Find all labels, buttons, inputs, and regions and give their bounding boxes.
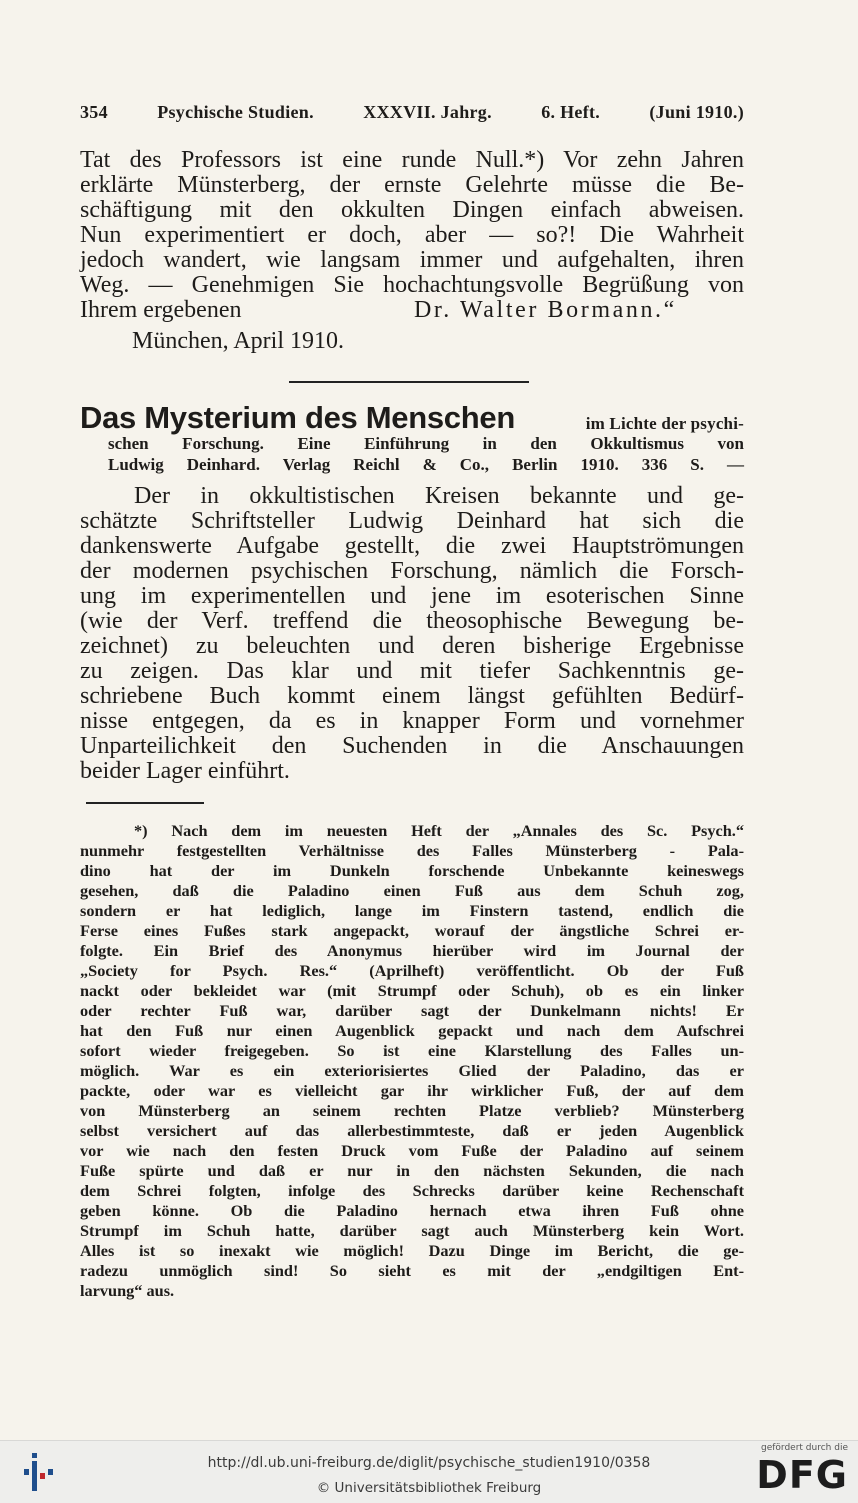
copyright-text: © Universitätsbibliothek Freiburg — [316, 1480, 542, 1496]
footnote-line: selbst versichert auf das allerbestimmteste, daß er jeden Augenblick — [80, 1121, 744, 1140]
dfg-badge — [744, 1443, 848, 1501]
footnote-line: nunmehr festgestellten Verhältnisse des Falles Münsterberg - Pala- — [80, 841, 744, 860]
review-line-last: beider Lager einführt. — [80, 758, 290, 784]
review-line: schriebene Buch kommt einem längst gefühlten Bedürf- — [80, 683, 744, 709]
journal-title: Psychische Studien. — [157, 102, 314, 122]
footnote-line: dem Schrei folgten, infolge des Schrecks darüber keine Rechenschaft — [80, 1181, 744, 1200]
letter-line: Tat des Professors ist eine runde Null.*) Vor zehn Jahren — [80, 147, 744, 173]
review-line: ung im experimentellen und jene im esoterischen Sinne — [80, 583, 744, 609]
footnote-line: gesehen, daß die Paladino einen Fuß aus dem Schuh zog, — [80, 881, 744, 900]
volume: XXXVII. Jahrg. — [363, 102, 492, 122]
footnote-line: Alles ist so inexakt wie möglich! Dazu Dinge im Bericht, die ge- — [80, 1241, 744, 1260]
issue-date: (Juni 1910.) — [649, 102, 744, 122]
footnote-line: geben könne. Ob die Paladino hernach etwa ihren Fuß ohne — [80, 1201, 744, 1220]
letter-line: jedoch wandert, wie langsam immer und aufgehalten, ihren — [80, 247, 744, 273]
footnote-line: dino hat der im Dunkeln forschende Unbekannte keineswegs — [80, 861, 744, 880]
review-line: Unparteilichkeit den Suchenden in die Anschauungen — [80, 733, 744, 759]
footnote-line: „Society for Psych. Res.“ (Aprilheft) veröffentlicht. Ob der Fuß — [80, 961, 744, 980]
footnote-line: Fuße spürte und daß er nur in den nächsten Sekunden, die nach — [80, 1161, 744, 1180]
dfg-logo: DFG — [756, 1453, 848, 1497]
letter-line: erklärte Münsterberg, der ernste Gelehrte müsse die Be- — [80, 172, 744, 198]
section-separator — [289, 381, 529, 383]
footnote-line: vor wie nach den festen Druck vom Fuße der Paladino auf seinem — [80, 1141, 744, 1160]
viewer-footer — [0, 1440, 858, 1503]
footnote-line: hat den Fuß nur einen Augenblick gepackt und nach dem Aufschrei — [80, 1021, 744, 1040]
book-title: Das Mysterium des Menschen — [80, 400, 515, 435]
footnote-line: sofort wieder freigegeben. So ist eine Klarstellung des Falles un- — [80, 1041, 744, 1060]
letter-line: Nun experimentiert er doch, aber — so?! Die Wahrheit — [80, 222, 744, 248]
footnote-line: von Münsterberg an seinem rechten Platze verblieb? Münsterberg — [80, 1101, 744, 1120]
review-line: zeichnet) zu beleuchten und deren bisherige Ergebnisse — [80, 633, 744, 659]
review-line: schätzte Schriftsteller Ludwig Deinhard hat sich die — [80, 508, 744, 534]
review-line: zu zeigen. Das klar und mit tiefer Sachkenntnis ge- — [80, 658, 744, 684]
letter-line: Weg. — Genehmigen Sie hochachtungsvolle Begrüßung von — [80, 272, 744, 298]
review-heading-line — [80, 400, 744, 436]
footnote-line: folgte. Ein Brief des Anonymus hierüber wird im Journal der — [80, 941, 744, 960]
bibliography-line: Ludwig Deinhard. Verlag Reichl & Co., Berlin 1910. 336 S. — — [108, 455, 744, 474]
footnote-line: *) Nach dem im neuesten Heft der „Annales des Sc. Psych.“ — [134, 821, 744, 840]
footnote-line: möglich. War es ein exteriorisiertes Glied der Paladino, das er — [80, 1061, 744, 1080]
footnote-line: Ferse eines Fußes stark angepackt, worauf der ängstliche Schrei er- — [80, 921, 744, 940]
letter-closing — [80, 298, 744, 323]
page-number: 354 — [80, 102, 108, 122]
footnote-line: Strumpf im Schuh hatte, darüber sagt auch Münsterberg kein Wort. — [80, 1221, 744, 1240]
footnote-line: radezu unmöglich sind! So sieht es mit der „endgiltigen Ent- — [80, 1261, 744, 1280]
review-line: Der in okkultistischen Kreisen bekannte und ge- — [134, 483, 744, 509]
dfg-caption: gefördert durch die — [761, 1443, 848, 1453]
review-line: der modernen psychischen Forschung, nämlich die Forsch- — [80, 558, 744, 584]
book-subtitle: im Lichte der psychi- — [585, 414, 744, 433]
footnote-line-last: larvung“ aus. — [80, 1281, 175, 1300]
review-line: nisse entgegen, da es in knapper Form und vornehmer — [80, 708, 744, 734]
issue: 6. Heft. — [541, 102, 601, 122]
bibliography-line: schen Forschung. Eine Einführung in den Okkultismus von — [108, 434, 744, 453]
page-url-link[interactable]: http://dl.ub.uni-freiburg.de/diglit/psychische_studien1910/0358 — [207, 1455, 651, 1471]
place-date: München, April 1910. — [132, 328, 344, 354]
footnote-line: nackt oder bekleidet war (mit Strumpf oder Schuh), ob es ein linker — [80, 981, 744, 1000]
footnote-line: oder rechter Fuß war, darüber sagt der Dunkelmann nichts! Er — [80, 1001, 744, 1020]
closing-formula: Ihrem ergebenen — [80, 297, 242, 323]
footnote-rule — [86, 802, 204, 804]
signature: Dr. Walter Bormann.“ — [414, 297, 677, 323]
letter-line: schäftigung mit den okkulten Dingen einfach abweisen. — [80, 197, 744, 223]
footnote-line: packte, oder war es vielleicht gar ihr wirklicher Fuß, der auf dem — [80, 1081, 744, 1100]
footnote-line: sondern er hat lediglich, lange im Finstern tastend, endlich die — [80, 901, 744, 920]
running-header — [80, 102, 744, 123]
review-line: (wie der Verf. treffend die theosophische Bewegung be- — [80, 608, 744, 634]
review-line: dankenswerte Aufgabe gestellt, die zwei Hauptströmungen — [80, 533, 744, 559]
